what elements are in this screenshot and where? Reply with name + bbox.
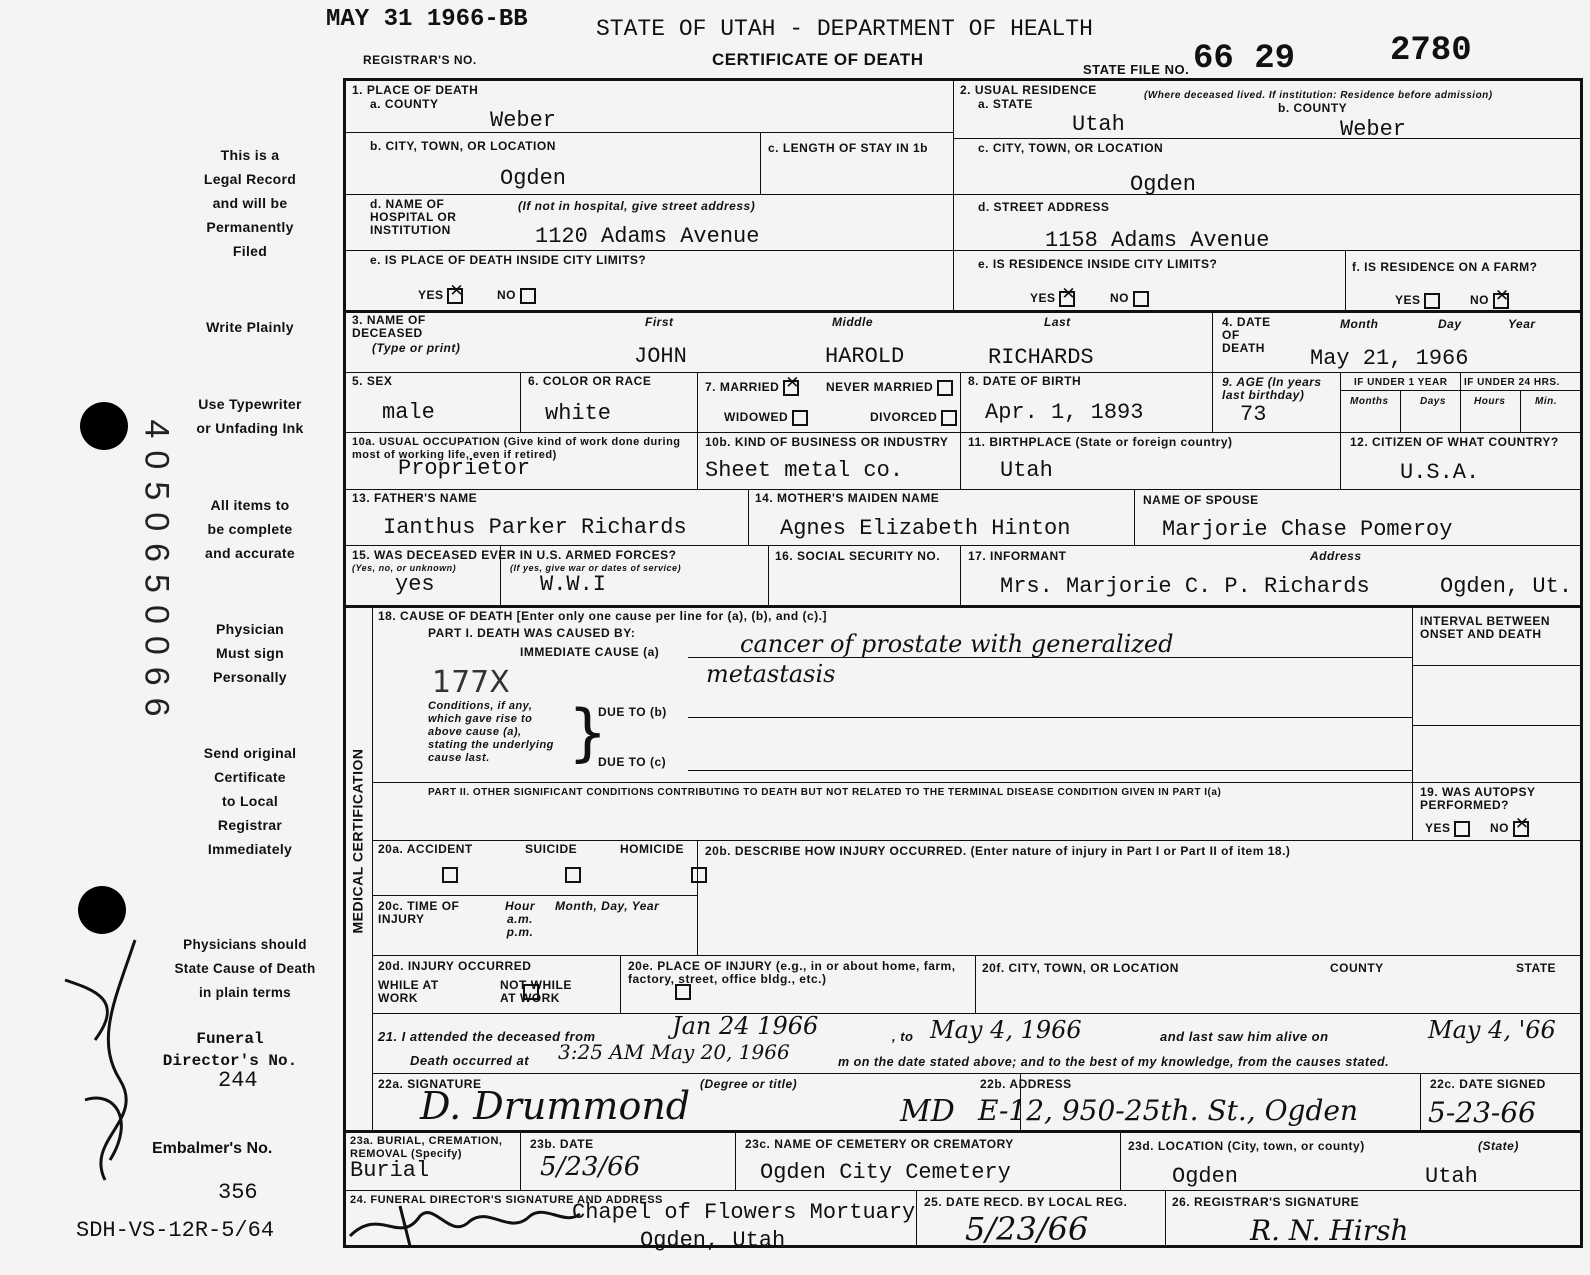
attended-from: Jan 24 1966	[672, 1012, 819, 1040]
death-county: Weber	[490, 108, 557, 133]
received-stamp: MAY 31 1966-BB	[326, 6, 528, 33]
farm-label: f. IS RESIDENCE ON A FARM?	[1352, 260, 1538, 274]
residence-inside-city-no: NO	[1110, 291, 1149, 307]
cemetery: Ogden City Cemetery	[760, 1160, 1011, 1185]
residence-state-label: a. STATE	[978, 97, 1033, 111]
immediate-cause-label: IMMEDIATE CAUSE (a)	[520, 645, 660, 659]
autopsy-yes-checkbox[interactable]	[1454, 821, 1470, 837]
place-inside-city-yes: YES ✕	[418, 288, 463, 304]
physician-degree: MD	[900, 1094, 955, 1129]
spouse-label: NAME OF SPOUSE	[1143, 493, 1259, 507]
funeral-home-city: Ogden, Utah	[640, 1228, 786, 1253]
date-received: 5/23/66	[965, 1210, 1089, 1248]
disposition-label: 23a. BURIAL, CREMATION, REMOVAL (Specify)	[350, 1135, 503, 1160]
widowed-checkbox[interactable]	[792, 410, 808, 426]
part1-label: PART I. DEATH WAS CAUSED BY:	[428, 626, 636, 640]
last-label: Last	[1044, 315, 1071, 329]
residence-city-label: c. CITY, TOWN, OR LOCATION	[978, 141, 1164, 155]
physician-address-label: 22b. ADDRESS	[980, 1077, 1072, 1091]
interval-label: INTERVAL BETWEEN ONSET AND DEATH	[1420, 614, 1551, 641]
death-occurred-label: Death occurred at	[410, 1053, 530, 1068]
funeral-director-number: 244	[218, 1068, 258, 1093]
registrar-no-label: REGISTRAR'S NO.	[363, 53, 477, 67]
burial-date: 5/23/66	[540, 1152, 641, 1182]
min-label: Min.	[1535, 396, 1557, 407]
handwritten-file-number: 2780	[1390, 32, 1472, 70]
residence-county-label: b. COUNTY	[1278, 101, 1348, 115]
sex: male	[382, 400, 435, 425]
race: white	[545, 401, 612, 426]
cause-of-death-label: 18. CAUSE OF DEATH [Enter only one cause per line for (a), (b), and (c).]	[378, 609, 827, 623]
residence-city: Ogden	[1130, 172, 1197, 197]
degree-label: (Degree or title)	[700, 1077, 798, 1091]
married-checkbox[interactable]	[783, 380, 799, 396]
send-original-note: Send original Certificate to Local Registrar Immediately	[203, 745, 297, 857]
form-subtitle: CERTIFICATE OF DEATH	[712, 50, 924, 69]
never-married-option: NEVER MARRIED	[826, 380, 953, 396]
months-label: Months	[1350, 396, 1389, 407]
farm-yes: YES	[1395, 293, 1440, 309]
funeral-director-label: Funeral Director's No.	[162, 1030, 298, 1070]
days-label: Days	[1420, 396, 1446, 407]
death-occurred-at: 3:25 AM May 20, 1966	[558, 1040, 790, 1064]
war-note: (If yes, give war or dates of service)	[510, 563, 682, 573]
war-service: W.W.I	[540, 572, 607, 597]
burial-location: Ogden	[1172, 1164, 1239, 1189]
part2-label: PART II. OTHER SIGNIFICANT CONDITIONS CONTRIBUTING TO DEATH BUT NOT RELATED TO THE TERMINAL DISEASE CONDITION GIVEN IN PART I(a)	[428, 787, 1222, 798]
homicide-label: HOMICIDE	[620, 842, 684, 856]
farm-yes-checkbox[interactable]	[1424, 293, 1440, 309]
death-occurred-tail: m on the date stated above; and to the best of my knowledge, from the causes stated.	[838, 1055, 1390, 1069]
date-of-death: May 21, 1966	[1310, 346, 1469, 371]
date-signed: 5-23-66	[1428, 1096, 1536, 1129]
time-of-injury-label: 20c. TIME OF INJURY	[378, 899, 460, 926]
mother-name: Agnes Elizabeth Hinton	[780, 516, 1071, 541]
embalmer-label: Embalmer's No.	[152, 1140, 273, 1157]
complete-note: All items to be complete and accurate	[205, 497, 295, 561]
middle-label: Middle	[832, 315, 873, 329]
residence-inside-city-no-checkbox[interactable]	[1133, 291, 1149, 307]
autopsy-no-checkbox[interactable]	[1513, 821, 1529, 837]
autopsy-label: 19. WAS AUTOPSY PERFORMED?	[1420, 785, 1536, 812]
occupation-label: 10a. USUAL OCCUPATION (Give kind of work done during most of working life, even if retired)	[352, 436, 681, 461]
autopsy-no: NO ✕	[1490, 821, 1529, 837]
due-to-c-label: DUE TO (c)	[598, 755, 667, 769]
place-inside-city-no-checkbox[interactable]	[520, 288, 536, 304]
age-label: 9. AGE (In years last birthday)	[1222, 375, 1322, 402]
county-label: a. COUNTY	[370, 97, 439, 111]
dod-day-label: Day	[1438, 317, 1462, 331]
length-of-stay-label: c. LENGTH OF STAY IN 1b	[768, 141, 928, 155]
under-1-year-label: IF UNDER 1 YEAR	[1354, 377, 1448, 388]
last-saw-alive: May 4, '66	[1428, 1016, 1556, 1044]
business: Sheet metal co.	[705, 458, 904, 483]
dob-label: 8. DATE OF BIRTH	[968, 374, 1082, 388]
physician-address: E-12, 950-25th. St., Ogden	[978, 1094, 1359, 1127]
armed-forces-note: (Yes, no, or unknown)	[352, 563, 457, 573]
describe-injury-label: 20b. DESCRIBE HOW INJURY OCCURRED. (Enter nature of injury in Part I or Part II of item 18.)	[705, 844, 1291, 858]
last-name: RICHARDS	[988, 345, 1094, 370]
hospital-label: d. NAME OF HOSPITAL OR INSTITUTION	[370, 197, 457, 237]
first-name: JOHN	[634, 344, 687, 369]
burial-date-label: 23b. DATE	[530, 1137, 594, 1151]
farm-no-checkbox[interactable]	[1493, 293, 1509, 309]
widowed-option: WIDOWED	[724, 410, 808, 426]
funeral-home: Chapel of Flowers Mortuary	[572, 1200, 916, 1225]
burial-state-label: (State)	[1478, 1139, 1519, 1153]
hour-label: Hour a.m. p.m.	[505, 899, 535, 939]
place-inside-city-label: e. IS PLACE OF DEATH INSIDE CITY LIMITS?	[370, 253, 647, 267]
hospital-address: 1120 Adams Avenue	[535, 224, 760, 249]
physician-signature: D. Drummond	[420, 1084, 691, 1128]
residence-county: Weber	[1340, 117, 1407, 142]
occupation: Proprietor	[398, 456, 531, 481]
not-while-at-work-checkbox[interactable]	[675, 984, 691, 1000]
first-label: First	[645, 315, 674, 329]
injury-city-label: 20f. CITY, TOWN, OR LOCATION	[982, 961, 1179, 975]
physicians-should-note: Physicians should State Cause of Death in plain terms	[174, 937, 316, 1000]
deceased-name-label: 3. NAME OF DECEASED	[352, 313, 426, 340]
date-received-label: 25. DATE RECD. BY LOCAL REG.	[924, 1195, 1128, 1209]
state-file-number: 66 29	[1193, 40, 1296, 78]
residence-inside-city-yes: YES ✕	[1030, 291, 1075, 307]
hours-label: Hours	[1474, 396, 1506, 407]
ssn-label: 16. SOCIAL SECURITY NO.	[775, 549, 941, 563]
burial-state: Utah	[1425, 1164, 1478, 1189]
armed-forces: yes	[395, 572, 435, 597]
divorced-option: DIVORCED	[870, 410, 957, 426]
middle-name: HAROLD	[825, 344, 905, 369]
residence-state: Utah	[1072, 112, 1125, 137]
mother-label: 14. MOTHER'S MAIDEN NAME	[755, 491, 940, 505]
form-title: STATE OF UTAH - DEPARTMENT OF HEALTH	[596, 16, 1093, 42]
farm-no: NO ✕	[1470, 293, 1509, 309]
armed-forces-label: 15. WAS DECEASED EVER IN U.S. ARMED FORCES?	[352, 548, 677, 562]
cemetery-label: 23c. NAME OF CEMETERY OR CREMATORY	[745, 1137, 1014, 1151]
informant-address-label: Address	[1310, 549, 1362, 563]
embalmer-number: 356	[218, 1180, 258, 1205]
date-of-birth: Apr. 1, 1893	[985, 400, 1144, 425]
residence-inside-city-label: e. IS RESIDENCE INSIDE CITY LIMITS?	[978, 257, 1218, 271]
burial-location-label: 23d. LOCATION (City, town, or county)	[1128, 1139, 1365, 1153]
not-while-at-work: NOT WHILE AT WORK	[500, 978, 572, 1005]
divorced-checkbox[interactable]	[941, 410, 957, 426]
street-address-label: d. STREET ADDRESS	[978, 200, 1110, 214]
injury-occurred-label: 20d. INJURY OCCURRED	[378, 959, 532, 973]
physician-note: Physician Must sign Personally	[213, 621, 287, 685]
typewriter-note: Use Typewriter or Unfading Ink	[196, 396, 304, 436]
homicide-checkbox[interactable]	[691, 867, 707, 883]
month-day-year-label: Month, Day, Year	[555, 899, 660, 913]
date-of-death-label: 4. DATE OF DEATH	[1222, 315, 1271, 355]
city-label: b. CITY, TOWN, OR LOCATION	[370, 139, 556, 153]
place-of-death-label: 1. PLACE OF DEATH	[352, 83, 479, 97]
date-signed-label: 22c. DATE SIGNED	[1430, 1077, 1546, 1091]
informant-label: 17. INFORMANT	[968, 549, 1067, 563]
injury-county-label: COUNTY	[1330, 961, 1384, 975]
suicide-checkbox[interactable]	[565, 867, 581, 883]
father-label: 13. FATHER'S NAME	[352, 491, 478, 505]
funeral-director-signature-side	[25, 920, 165, 1220]
write-plainly-note: Write Plainly	[206, 319, 294, 335]
autopsy-yes: YES	[1425, 821, 1470, 837]
spouse-name: Marjorie Chase Pomeroy	[1162, 517, 1453, 542]
registrar-signature: R. N. Hirsh	[1250, 1214, 1409, 1247]
never-married-checkbox[interactable]	[937, 380, 953, 396]
funeral-director-signature	[340, 1196, 590, 1251]
while-at-work: WHILE AT WORK	[378, 978, 439, 1005]
accident-label: 20a. ACCIDENT	[378, 842, 473, 856]
attended-label: 21. I attended the deceased from	[378, 1029, 596, 1044]
cause-code: 177X	[432, 665, 510, 700]
conditions-brace: }	[568, 696, 608, 769]
hospital-note: (If not in hospital, give street address)	[518, 199, 756, 213]
under-24-hrs-label: IF UNDER 24 HRS.	[1464, 377, 1560, 388]
dod-year-label: Year	[1508, 317, 1536, 331]
accident-checkbox[interactable]	[442, 867, 458, 883]
disposition: Burial	[350, 1158, 430, 1183]
birthplace: Utah	[1000, 458, 1053, 483]
funeral-director-signature-label: 24. FUNERAL DIRECTOR'S SIGNATURE AND ADDRESS	[350, 1194, 663, 1206]
attended-to: May 4, 1966	[930, 1016, 1082, 1044]
punch-hole-top	[80, 402, 128, 450]
dod-month-label: Month	[1340, 317, 1379, 331]
form-code: SDH-VS-12R-5/64	[76, 1218, 275, 1243]
medical-certification-side-label: MEDICAL CERTIFICATION	[349, 748, 366, 934]
residence-inside-city-yes-checkbox[interactable]	[1059, 291, 1075, 307]
usual-residence-note: (Where deceased lived. If institution: Residence before admission)	[1144, 90, 1493, 101]
informant-address: Ogden, Ut.	[1440, 574, 1573, 599]
conditions-label: Conditions, if any, which gave rise to above cause (a), stating the underlying cause last.	[428, 700, 554, 764]
race-label: 6. COLOR OR RACE	[528, 374, 652, 388]
place-of-injury-label: 20e. PLACE OF INJURY (e.g., in or about home, farm, factory, street, office bldg., etc.)	[628, 959, 956, 986]
legal-record-note: This is a Legal Record and will be Permanently Filed	[203, 147, 297, 259]
place-inside-city-yes-checkbox[interactable]	[447, 288, 463, 304]
citizen: U.S.A.	[1400, 460, 1480, 485]
business-label: 10b. KIND OF BUSINESS OR INDUSTRY	[705, 435, 949, 449]
injury-state-label: STATE	[1516, 961, 1557, 975]
married-option: 7. MARRIED ✕	[705, 380, 799, 396]
signature-label: 22a. SIGNATURE	[378, 1077, 482, 1091]
immediate-cause-line-2: metastasis	[706, 660, 836, 688]
vertical-serial-number: 4050650066	[137, 419, 176, 729]
deceased-name-note: (Type or print)	[372, 341, 461, 355]
registrar-signature-label: 26. REGISTRAR'S SIGNATURE	[1172, 1195, 1360, 1209]
street-address: 1158 Adams Avenue	[1045, 228, 1270, 253]
place-inside-city-no: NO	[497, 288, 536, 304]
suicide-label: SUICIDE	[525, 842, 578, 856]
due-to-b-label: DUE TO (b)	[598, 705, 667, 719]
death-city: Ogden	[500, 166, 567, 191]
informant: Mrs. Marjorie C. P. Richards	[1000, 574, 1370, 599]
immediate-cause-line-1: cancer of prostate with generalized	[740, 630, 1174, 658]
birthplace-label: 11. BIRTHPLACE (State or foreign country)	[968, 435, 1233, 449]
age: 73	[1240, 402, 1267, 427]
last-saw-label: and last saw him alive on	[1160, 1029, 1329, 1044]
citizen-label: 12. CITIZEN OF WHAT COUNTRY?	[1350, 435, 1559, 449]
sex-label: 5. SEX	[352, 374, 393, 388]
usual-residence-label: 2. USUAL RESIDENCE	[960, 83, 1097, 97]
state-file-label: STATE FILE NO.	[1083, 62, 1190, 77]
attended-to-label: , to	[892, 1029, 914, 1044]
father-name: Ianthus Parker Richards	[383, 515, 687, 540]
